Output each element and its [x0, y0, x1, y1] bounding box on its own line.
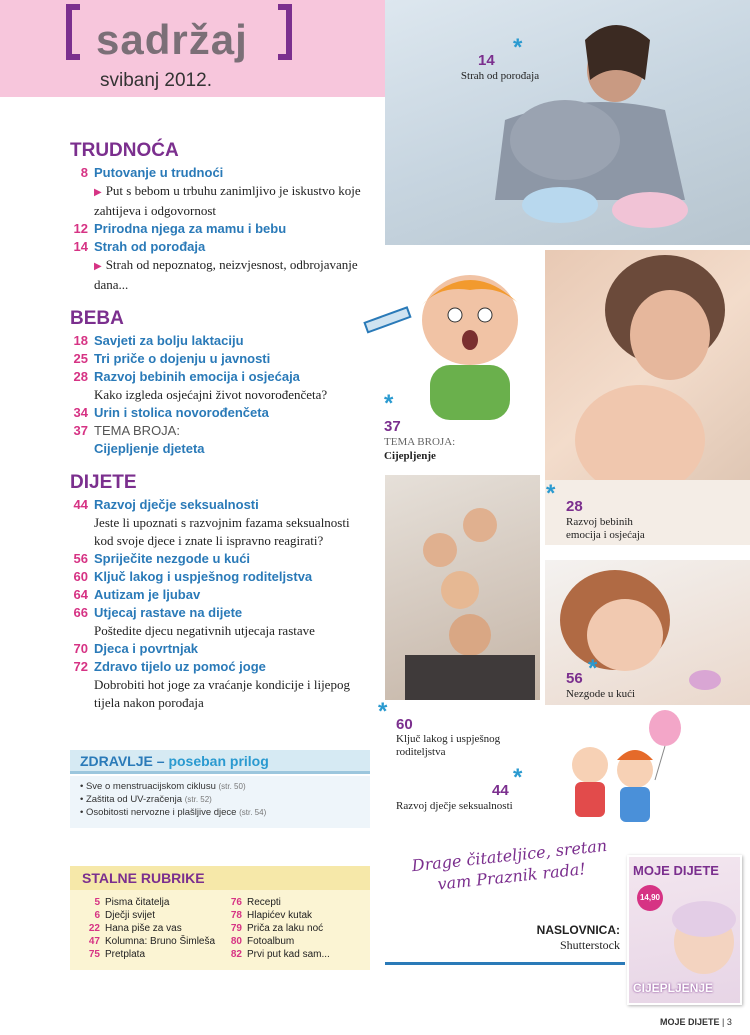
- zdravlje-title-text: ZDRAVLJE –: [80, 753, 165, 769]
- entry-title: Djeca i povrtnjak: [94, 641, 199, 656]
- section-title-beba: BEBA: [70, 308, 124, 329]
- entry-title: Savjeti za bolju laktaciju: [94, 333, 244, 348]
- item-text: Kolumna: Bruno Šimleša: [105, 936, 216, 947]
- toc-entry[interactable]: [70, 422, 370, 440]
- asterisk-icon: *: [378, 698, 388, 725]
- list-item[interactable]: [78, 935, 220, 948]
- toc-entry[interactable]: [70, 164, 370, 182]
- list-item[interactable]: [220, 922, 362, 935]
- list-item[interactable]: [78, 922, 220, 935]
- description-text: Strah od nepoznatog, neizvjesnost, odbrojavanje dana...: [94, 257, 358, 292]
- page-number: 44: [73, 497, 88, 512]
- page-number: 22: [88, 923, 100, 934]
- item-text: Pretplata: [105, 949, 146, 960]
- entry-title: Spriječite nezgode u kući: [94, 551, 251, 566]
- caption-text: Razvoj bebinih emocija i osjećaja: [566, 516, 645, 541]
- entry-description: [94, 256, 370, 294]
- section-title-trudnoca: TRUDNOĆA: [70, 140, 179, 161]
- toc-entry[interactable]: [70, 604, 370, 622]
- entry-title: Strah od porođaja: [94, 239, 206, 254]
- page-number: 76: [230, 897, 242, 908]
- list-item[interactable]: [78, 948, 220, 961]
- toc-entry[interactable]: [70, 658, 370, 676]
- table-of-contents: [70, 140, 370, 712]
- toc-entry[interactable]: [70, 350, 370, 368]
- caption-number: 14: [478, 52, 495, 69]
- caption-text: Ključ lakog i uspješnog roditeljstva: [396, 733, 501, 758]
- item-text: Fotoalbum: [247, 936, 295, 947]
- toc-entry[interactable]: [70, 368, 370, 386]
- zdravlje-list: [70, 776, 370, 828]
- item-text: Hana piše za vas: [105, 923, 182, 934]
- item-page: (str. 52): [184, 795, 212, 804]
- caption-text: Strah od porođaja: [460, 70, 540, 82]
- item-text: Dječji svijet: [105, 910, 156, 921]
- list-item[interactable]: [220, 948, 362, 961]
- entry-title: Razvoj bebinih emocija i osjećaja: [94, 369, 300, 384]
- entry-title: Autizam je ljubav: [94, 587, 201, 602]
- footer-page-number: 3: [726, 1017, 732, 1027]
- caption-text: Razvoj dječje seksualnosti: [396, 800, 513, 812]
- page-number: 75: [88, 949, 100, 960]
- toc-entry[interactable]: [70, 496, 370, 514]
- cover-title: MOJE DIJETE: [633, 863, 719, 878]
- page-number: 37: [73, 423, 88, 438]
- entry-description: Poštedite djecu negativnih utjecaja rastave: [94, 623, 315, 638]
- cover-price-badge: 14,90: [637, 885, 663, 911]
- toc-entry[interactable]: [70, 568, 370, 586]
- stalne-column-right: [220, 896, 362, 964]
- description-text: Put s bebom u trbuhu zanimljivo je iskustvo koje zahtijeva i odgovornost: [94, 183, 361, 218]
- entry-title: TEMA BROJA:: [94, 423, 180, 438]
- entry-description: Kako izgleda osjećajni život novorođenčeta?: [94, 387, 328, 402]
- stalne-title: STALNE RUBRIKE: [82, 870, 205, 886]
- page-number: 66: [73, 605, 88, 620]
- page-number: 82: [230, 949, 242, 960]
- toc-entry[interactable]: [70, 404, 370, 422]
- greeting-text: Drage čitateljice, sretan vam Praznik rada!: [410, 835, 608, 894]
- page-number: 14: [73, 239, 88, 254]
- asterisk-icon: *: [588, 655, 598, 682]
- page-number: 6: [94, 910, 100, 921]
- cover-headline: CIJEPLJENJE: [633, 981, 714, 995]
- toc-entry[interactable]: [70, 550, 370, 568]
- asterisk-icon: *: [513, 34, 523, 61]
- entry-title: Zdravo tijelo uz pomoć joge: [94, 659, 266, 674]
- stalne-header: [70, 866, 370, 890]
- page-number: 78: [230, 910, 242, 921]
- entry-description: [94, 182, 370, 220]
- page-number: 5: [94, 897, 100, 908]
- entry-title: Utjecaj rastave na dijete: [94, 605, 243, 620]
- page-number: 25: [73, 351, 88, 366]
- item-text: Sve o menstruacijskom ciklusu: [85, 781, 216, 792]
- page-number: 56: [73, 551, 88, 566]
- cover-credit-label: NASLOVNICA:: [536, 923, 620, 937]
- entry-title: Razvoj dječje seksualnosti: [94, 497, 259, 512]
- item-page: (str. 50): [218, 782, 246, 791]
- family-photo: [385, 475, 540, 700]
- issue-date: svibanj 2012.: [100, 70, 212, 91]
- entry-title: Putovanje u trudnoći: [94, 165, 224, 180]
- magazine-cover-thumbnail[interactable]: [627, 855, 742, 1005]
- item-text: Recepti: [247, 897, 281, 908]
- page-number: 60: [73, 569, 88, 584]
- caption-number: 28: [566, 498, 583, 515]
- list-item[interactable]: • Sve o menstruacijskom ciklusu (str. 50): [80, 781, 246, 792]
- caption-number: 60: [396, 716, 413, 733]
- caption-number: 44: [492, 782, 509, 799]
- list-item[interactable]: [220, 935, 362, 948]
- caption-text: Cijepljenje: [384, 450, 436, 462]
- entry-title: Tri priče o dojenju u javnosti: [94, 351, 271, 366]
- page-footer: MOJE DIJETE | 3: [660, 1017, 732, 1027]
- list-item[interactable]: [220, 909, 362, 922]
- item-text: Priča za laku noć: [247, 923, 324, 934]
- page-number: 79: [230, 923, 242, 934]
- page-number: 18: [73, 333, 88, 348]
- toc-entry-subtitle[interactable]: [70, 440, 370, 458]
- caption-number: 37: [384, 418, 401, 435]
- cover-credit-source: Shutterstock: [560, 938, 620, 952]
- toc-entry[interactable]: [70, 640, 370, 658]
- entry-title: Urin i stolica novorođenčeta: [94, 405, 269, 420]
- page-number: 47: [88, 936, 100, 947]
- item-text: Zaštita od UV-zračenja: [85, 794, 183, 805]
- right-bracket-decoration: [278, 4, 292, 60]
- entry-title: Prirodna njega za mamu i bebu: [94, 221, 287, 236]
- stalne-column-left: [78, 896, 220, 964]
- triangle-icon: ▶: [94, 261, 102, 272]
- cover-credit: [470, 923, 620, 953]
- entry-title: Ključ lakog i uspješnog roditeljstva: [94, 569, 313, 584]
- item-text: Hlapićev kutak: [247, 910, 313, 921]
- entry-subtitle: Cijepljenje djeteta: [94, 441, 205, 456]
- page-number: 8: [80, 165, 88, 180]
- toc-entry[interactable]: [70, 332, 370, 350]
- list-item[interactable]: [220, 896, 362, 909]
- pregnant-woman-photo: [385, 0, 750, 245]
- item-page: (str. 54): [239, 808, 267, 817]
- footer-brand: MOJE DIJETE: [660, 1017, 720, 1027]
- page-number: 12: [73, 221, 88, 236]
- page-number: 80: [230, 936, 242, 947]
- zdravlje-subtitle: poseban prilog: [168, 753, 269, 769]
- zdravlje-title: [80, 753, 269, 769]
- asterisk-icon: *: [546, 480, 556, 507]
- item-text: Prvi put kad sam...: [247, 949, 330, 960]
- page-number: 70: [73, 641, 88, 656]
- caption-text: Nezgode u kući: [566, 688, 636, 700]
- caption-number: 56: [566, 670, 583, 687]
- cartoon-kids-balloon-illustration: [545, 710, 735, 830]
- left-bracket-decoration: [66, 4, 80, 60]
- page-number: 64: [73, 587, 88, 602]
- list-item[interactable]: • Zaštita od UV-zračenja (str. 52): [80, 794, 212, 805]
- asterisk-icon: *: [513, 764, 523, 791]
- triangle-icon: ▶: [94, 187, 102, 198]
- header-band: [0, 0, 385, 97]
- list-item[interactable]: [78, 909, 220, 922]
- page-number: 34: [73, 405, 88, 420]
- item-text: Osobitosti nervozne i plašljive djece: [85, 807, 237, 818]
- list-item[interactable]: [78, 896, 220, 909]
- toc-entry[interactable]: [70, 238, 370, 256]
- divider: [385, 962, 625, 965]
- caption-label: TEMA BROJA:: [384, 436, 456, 448]
- page-number: 72: [73, 659, 88, 674]
- entry-description: Jeste li upoznati s razvojnim fazama seksualnosti kod svoje djece i znate li ispravno reagirati?: [94, 515, 350, 548]
- entry-description: Dobrobiti hot joge za vraćanje kondicije i lijepog tijela nakon porođaja: [94, 677, 350, 710]
- section-title-dijete: DIJETE: [70, 472, 137, 493]
- zdravlje-header: [70, 750, 370, 774]
- list-item[interactable]: • Osobitosti nervozne i plašljive djece (str. 54): [80, 807, 267, 818]
- item-text: Pisma čitatelja: [105, 897, 170, 908]
- page-number: 28: [73, 369, 88, 384]
- asterisk-icon: *: [384, 390, 394, 417]
- toc-entry[interactable]: [70, 220, 370, 238]
- stalne-list: [70, 890, 370, 970]
- toc-entry[interactable]: [70, 586, 370, 604]
- page-title: sadržaj: [96, 16, 248, 63]
